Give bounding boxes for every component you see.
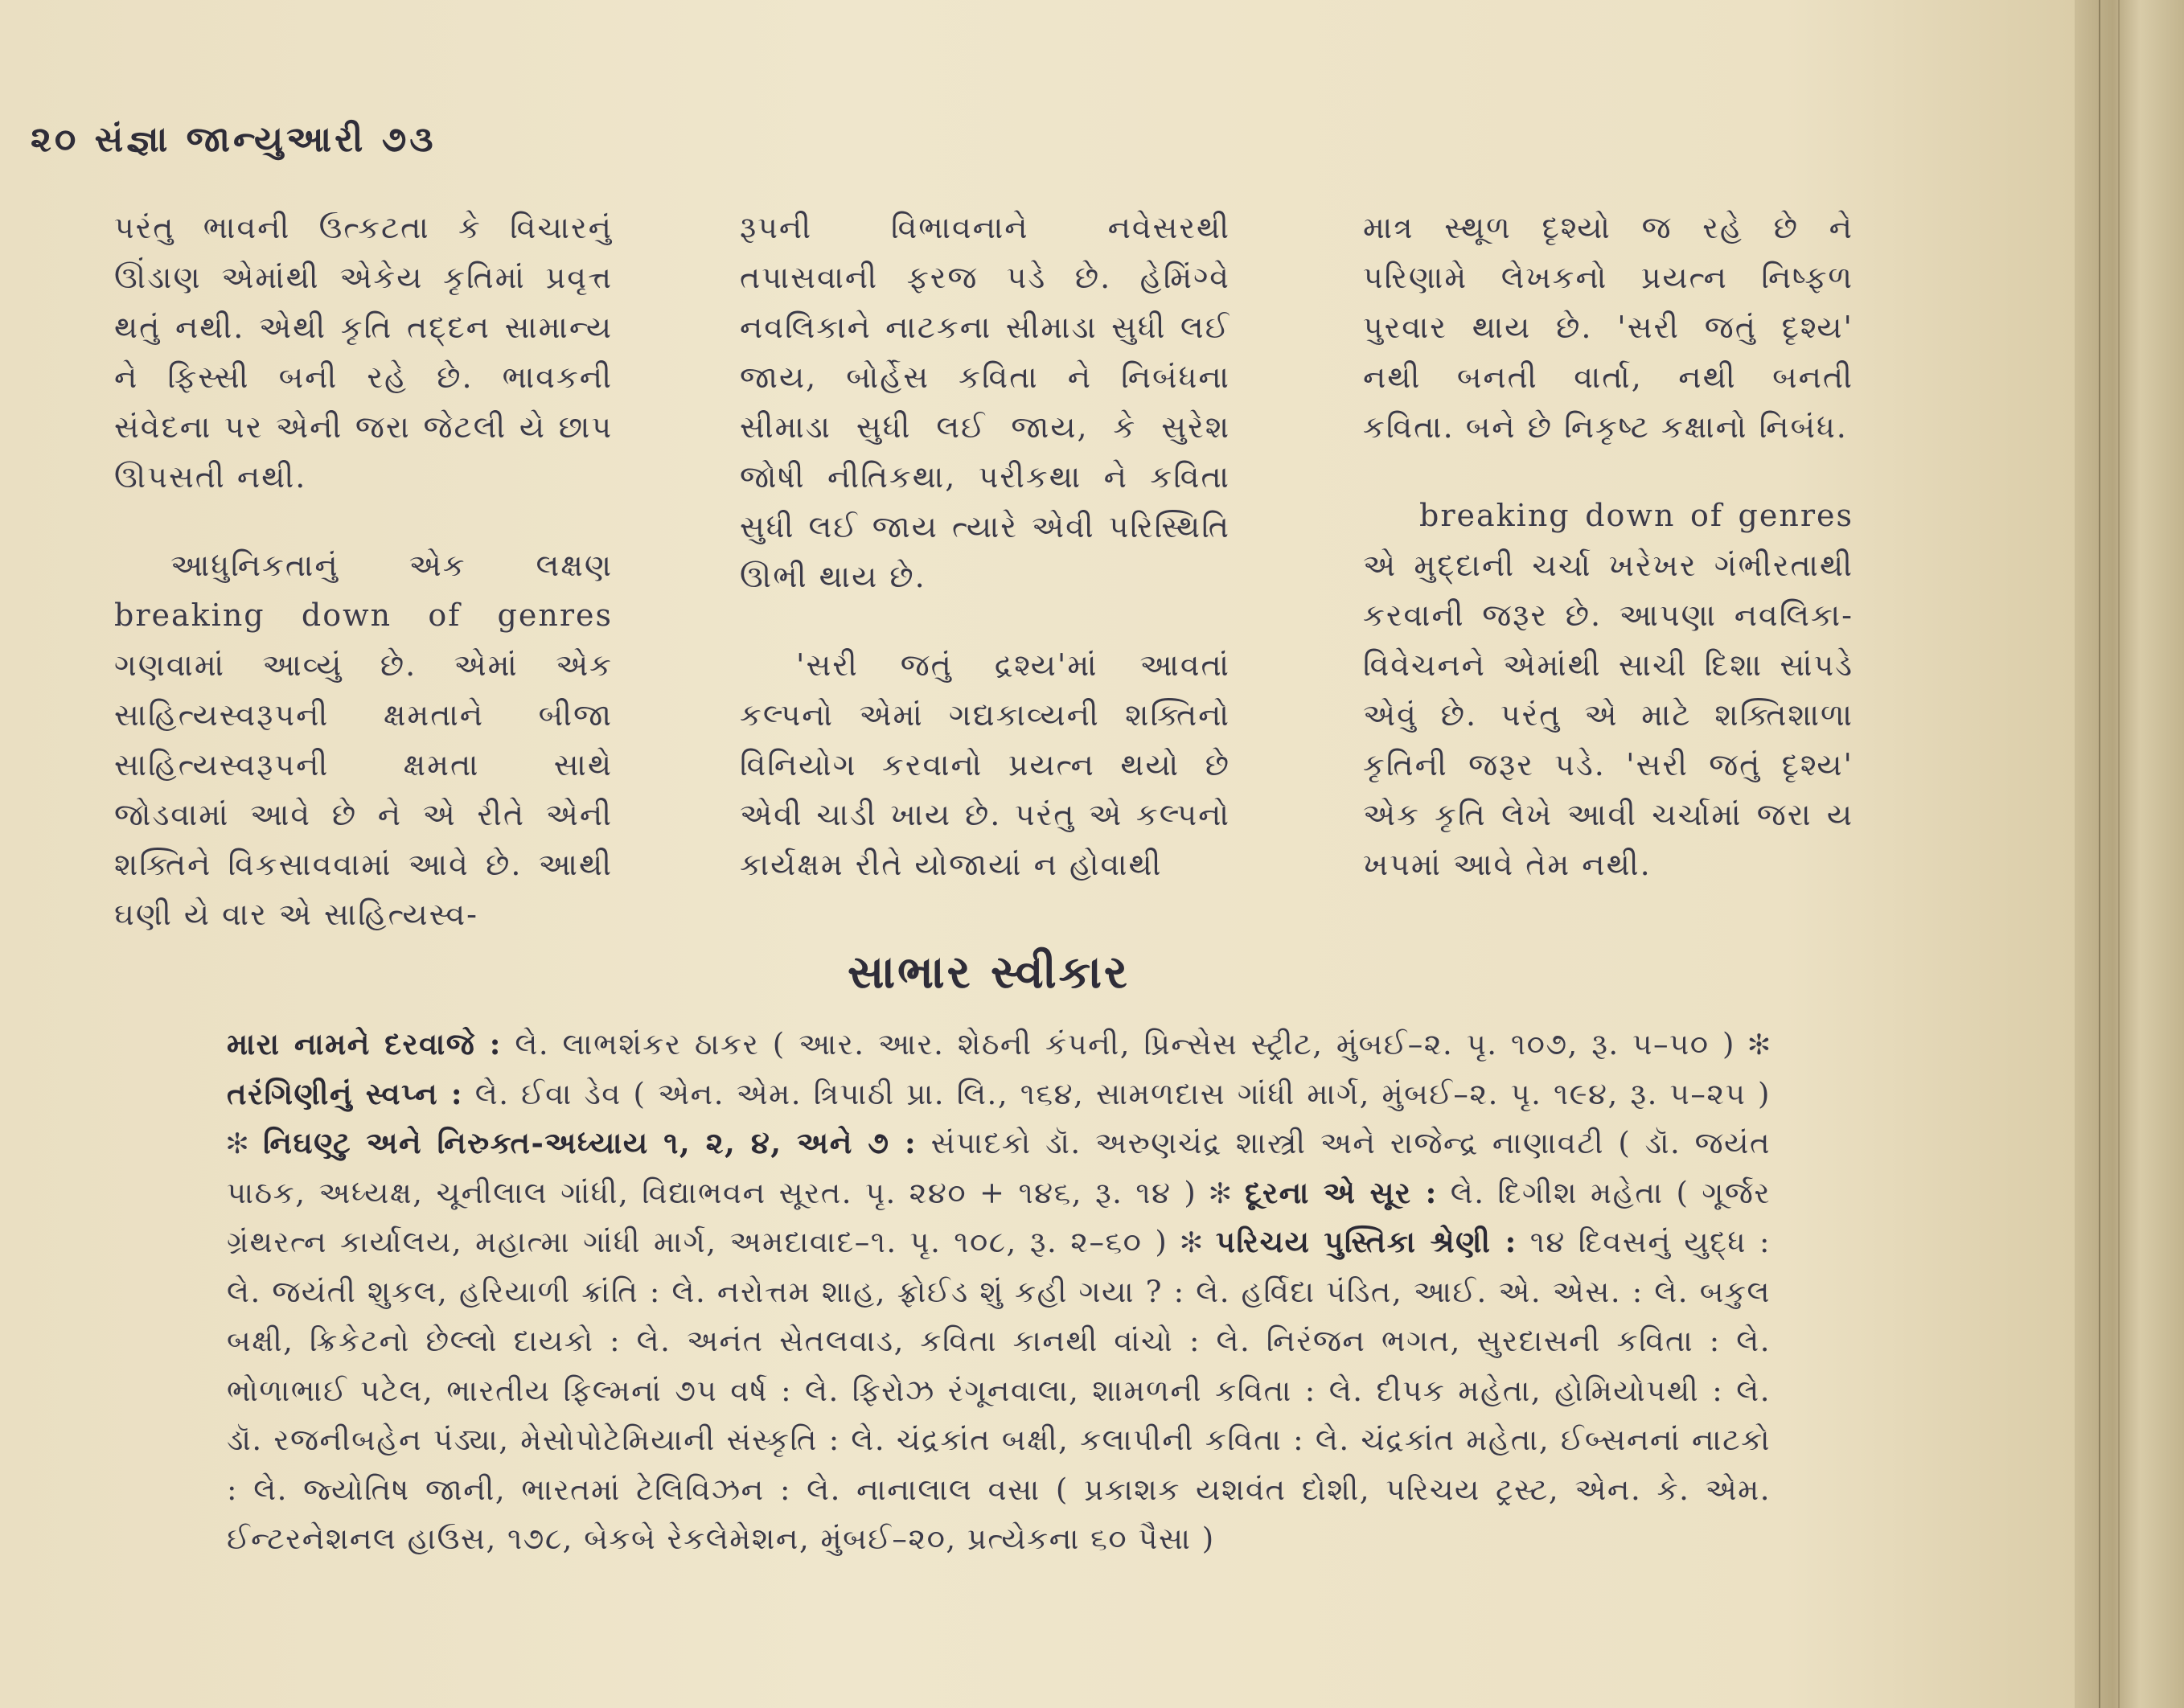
- paragraph: breaking down of genres એ મુદ્દાની ચર્ચા ખરેખર ગંભીરતાથી કરવાની જરૂર છે. આપણા નવલિકા-વિવેચનને એમાંથી સાચી દિશા સાંપડે એવું છે. પરંતુ એ માટે શક્તિશાળા કૃતિની જરૂર પડે. 'સરી જતું દૃશ્ય' એક કૃતિ લેખે આવી ચર્ચામાં જરા ય ખપમાં આવે તેમ નથી.: [1363, 498, 1854, 882]
- book-details: સંપાદકો ડૉ. અરુણચંદ્ર શાસ્ત્રી અને રાજેન્દ્ર નાણાવટી ( ડૉ. જયંત પાઠક, અધ્યક્ષ, ચૂનીલાલ ગાંધી, વિદ્યાભવન સૂરત. પૃ. ૨૪૦ + ૧૪૬, રૂ. ૧૪ ) ✻: [227, 1126, 1771, 1210]
- paragraph: 'સરી જતું દ્રશ્ય'માં આવતાં કલ્પનો એમાં ગદ્યકાવ્યની શક્તિનો વિનિયોગ કરવાનો પ્રયત્ન થયો છે એવી ચાડી ખાય છે. પરંતુ એ કલ્પનો કાર્યક્ષમ રીતે યોજાયાં ન હોવાથી: [740, 647, 1230, 882]
- book-title: મારા નામને દરવાજે :: [227, 1026, 502, 1061]
- acknowledgement-list: [227, 1020, 1771, 1564]
- section-title: સાભાર સ્વીકાર: [848, 946, 1130, 999]
- text-column-2: [740, 203, 1230, 889]
- page-edge: [2099, 0, 2100, 1708]
- paragraph: પરંતુ ભાવની ઉત્કટતા કે વિચારનું ઊંડાણ એમાંથી એકેય કૃતિમાં પ્રવૃત્ત થતું નથી. એથી કૃતિ તદ્દન સામાન્ય ને ફિસ્સી બની રહે છે. ભાવકની સંવેદના પર એની જરા જેટલી યે છાપ ઊપસતી નથી.: [114, 210, 613, 495]
- book-title: નિઘણ્ટુ અને નિરુક્ત-અધ્યાય ૧, ૨, ૪, અને ૭ :: [263, 1125, 918, 1160]
- book-title: પરિચય પુસ્તિકા શ્રેણી :: [1215, 1224, 1517, 1259]
- book-title: તરંગિણીનું સ્વપ્ન :: [227, 1075, 464, 1111]
- page-edge-2: [2118, 0, 2120, 1708]
- book-details: લે. ઈવા ડેવ ( એન. એમ. ત્રિપાઠી પ્રા. લિ., ૧૬૪, સામળદાસ ગાંધી માર્ગ, મુંબઈ–૨. પૃ. ૧૯૪, રૂ. ૫–૨૫ ) ✻: [227, 1076, 1771, 1160]
- paragraph: રૂપની વિભાવનાને નવેસરથી તપાસવાની ફરજ પડે છે. હેમિંગ્વે નવલિકાને નાટકના સીમાડા સુધી લઈ જાય, બોર્હેસ કવિતા ને નિબંધના સીમાડા સુધી લઈ જાય, કે સુરેશ જોષી નીતિકથા, પરીકથા ને કવિતા સુધી લઈ જાય ત્યારે એવી પરિસ્થિતિ ઊભી થાય છે.: [740, 210, 1230, 594]
- book-gutter: [2075, 0, 2184, 1708]
- book-details: ૧૪ દિવસનું યુદ્ધ : લે. જયંતી શુકલ, હરિયાળી ક્રાંતિ : લે. નરોત્તમ શાહ, ફ્રોઈડ શું કહી ગયા ? : લે. હર્વિદા પંડિત, આઈ. એ. એસ. : લે. બકુલ બક્ષી, ક્રિકેટનો છેલ્લો દાયકો : લે. અનંત સેતલવાડ, કવિતા કાનથી વાંચો : લે. નિરંજન ભગત, સુરદાસની કવિતા : લે. ભોળાભાઈ પટેલ, ભારતીય ફિલ્મનાં ૭૫ વર્ષ : લે. ફિરોઝ રંગૂનવાલા, શામળની કવિતા : લે. દીપક મહેતા, હોમિયોપથી : લે. ડૉ. રજનીબહેન પંડ્યા, મેસોપોટેમિયાની સંસ્કૃતિ : લે. ચંદ્રકાંત બક્ષી, કલાપીની કવિતા : લે. ચંદ્રકાંત મહેતા, ઈબ્સનનાં નાટકો : લે. જ્યોતિષ જાની, ભારતમાં ટેલિવિઝન : લે. નાનાલાલ વસા ( પ્રકાશક યશવંત દોશી, પરિચય ટ્રસ્ટ, એન. કે. એમ. ઈન્ટરનેશનલ હાઉસ, ૧૭૮, બેકબે રેકલેમેશન, મુંબઈ–૨૦, પ્રત્યેકના ૬૦ પૈસા ): [227, 1225, 1771, 1556]
- running-head: ૨૦ સંજ્ઞા જાન્યુઆરી ૭૩: [31, 119, 437, 160]
- paragraph: માત્ર સ્થૂળ દૃશ્યો જ રહે છે ને પરિણામે લેખકનો પ્રયત્ન નિષ્ફળ પુરવાર થાય છે. 'સરી જતું દૃશ્ય' નથી બનતી વાર્તા, નથી બનતી કવિતા. બને છે નિકૃષ્ટ કક્ષાનો નિબંધ.: [1363, 210, 1854, 445]
- text-column-3: [1363, 203, 1854, 889]
- book-details: લે. દિગીશ મહેતા ( ગૂર્જર ગ્રંથરત્ન કાર્યાલય, મહાત્મા ગાંધી માર્ગ, અમદાવાદ–૧. પૃ. ૧૦૮, રૂ. ૨–૬૦ ) ✻: [227, 1175, 1771, 1259]
- text-column-1: [114, 203, 613, 939]
- paragraph: આધુનિકતાનું એક લક્ષણ breaking down of genres ગણવામાં આવ્યું છે. એમાં એક સાહિત્યસ્વરૂપની ક્ષમતાને બીજા સાહિત્યસ્વરૂપની ક્ષમતા સાથે જોડવામાં આવે છે ને એ રીતે એની શક્તિને વિકસાવવામાં આવે છે. આથી ઘણી યે વાર એ સાહિત્યસ્વ-: [114, 548, 613, 932]
- book-title: દૂરના એ સૂર :: [1244, 1174, 1438, 1210]
- book-details: લે. લાભશંકર ઠાકર ( આર. આર. શેઠની કંપની, પ્રિન્સેસ સ્ટ્રીટ, મુંબઈ–૨. પૃ. ૧૦૭, રૂ. ૫–૫૦ ) ✻: [501, 1027, 1771, 1061]
